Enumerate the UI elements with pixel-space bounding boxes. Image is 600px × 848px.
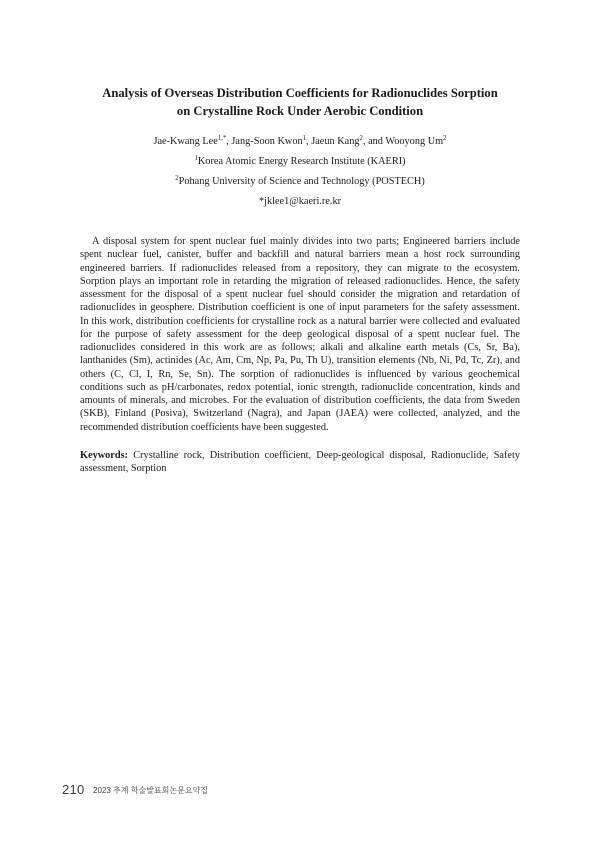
- keywords: [80, 449, 520, 476]
- author-separator: ,: [226, 136, 232, 147]
- corresponding-email: *jklee1@kaeri.re.kr: [258, 196, 342, 207]
- affiliation-mark: 2: [443, 135, 447, 142]
- affiliation-2: [60, 176, 540, 187]
- affiliation-name: Korea Atomic Energy Research Institute (KAERI): [197, 156, 406, 167]
- author-separator: ,: [306, 136, 312, 147]
- affiliation-mark: 1,*: [217, 135, 227, 142]
- keywords-text: Crystalline rock, Distribution coefficient, Deep-geological disposal, Radionuclide, Safety assessment, Sorption: [80, 450, 520, 475]
- affiliation-mark: 1: [194, 155, 198, 162]
- affiliation-mark: 2: [359, 135, 363, 142]
- affiliation-mark: 2: [175, 175, 179, 182]
- page-number: 210: [62, 782, 85, 797]
- author-separator: , and: [362, 136, 386, 147]
- affiliation-1: [60, 156, 540, 167]
- keywords-label: Keywords:: [80, 450, 129, 461]
- affiliation-mark: 1: [302, 135, 307, 142]
- paper-title: [60, 84, 540, 120]
- page-footer: [62, 781, 208, 799]
- author-name: Jang-Soon Kwon: [231, 136, 303, 147]
- affiliation-name: Pohang University of Science and Technology (POSTECH): [178, 176, 425, 187]
- proceedings-title: 2023 추계 학술발표회논문요약집: [93, 786, 209, 795]
- title-line-1: Analysis of Overseas Distribution Coefficients for Radionuclides Sorption: [102, 86, 498, 100]
- title-line-2: on Crystalline Rock Under Aerobic Condition: [176, 104, 424, 118]
- author-name: Jaeun Kang: [311, 136, 360, 147]
- abstract-body: A disposal system for spent nuclear fuel mainly divides into two parts; Engineered barriers include spent nuclear fuel, canister, buffer and backfill and natural barriers mean a host rock surrounding engineered barriers. If radionuclides released from a repository, they can migrate to the ecosystem. Sorption plays an important role in retarding the migration of released radionuclides. Hence, the safety assessment for the disposal of a spent nuclear fuel should consider the migration and retardation of radionuclides in geosphere. Distribution coefficient is one of input parameters for the safety assessment. In this work, distribution coefficients for crystalline rock as a natural barrier were collected and evaluated for the purpose of safety assessment for the deep geological disposal of a spent nuclear fuel. The radionuclides considered in this work are as follows; alkali and alkaline earth metals (Cs, Sr, Ba), lanthanides (Sm), actinides (Ac, Am, Cm, Np, Pa, Pu, Th U), transition elements (Nb, Ni, Pd, Tc, Zr), and others (C, Cl, I, Rn, Se, Sn). The sorption of radionuclides is influenced by various geochemical conditions such as pH/carbonates, redox potential, ionic strength, radionuclide concentration, kinds and amounts of minerals, and microbes. For the evaluation of distribution coefficients, the data from Sweden (SKB), Finland (Posiva), Switzerland (Nagra), and Japan (JAEA) were collected, analyzed, and the recommended distribution coefficients have been suggested.: [80, 236, 520, 433]
- author-name: Jae-Kwang Lee: [153, 136, 218, 147]
- author-list: [60, 136, 540, 147]
- author-name: Wooyong Um: [385, 136, 444, 147]
